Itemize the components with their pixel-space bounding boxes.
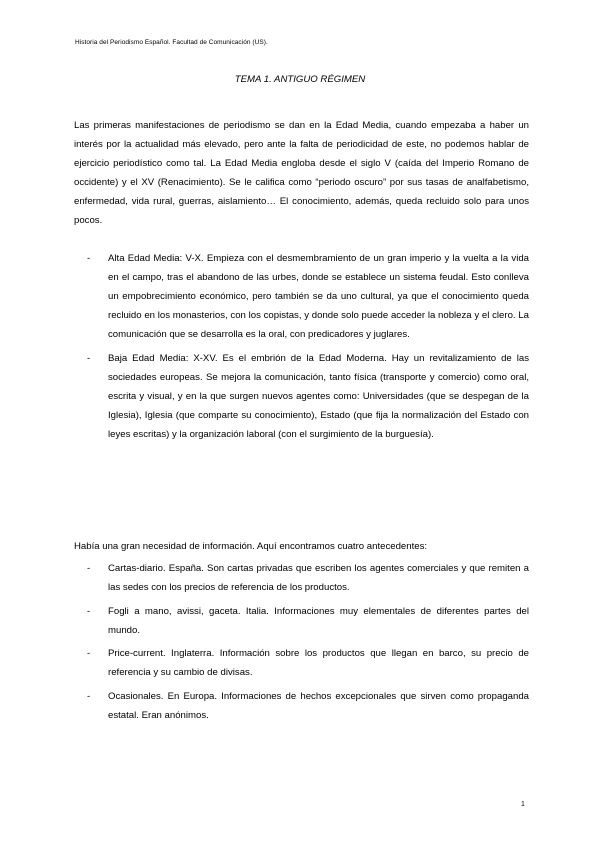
page-number: 1 bbox=[521, 801, 525, 808]
list-bullet: - bbox=[87, 648, 91, 660]
document-title: TEMA 1. ANTIGUO RÉGIMEN bbox=[234, 74, 366, 85]
list-item-text: Price-current. Inglaterra. Información sobre los productos que llegan en barco, su precio de referencia y su cambio de divisas. bbox=[108, 648, 529, 679]
list-bullet: - bbox=[87, 691, 91, 703]
list-item bbox=[74, 644, 529, 682]
intro-paragraph-block bbox=[74, 116, 529, 231]
antecedents-intro: Había una gran necesidad de información. Aquí encontramos cuatro antecedentes: bbox=[74, 541, 428, 552]
list-item bbox=[74, 602, 529, 640]
list-item-text: Cartas-diario. España. Son cartas privadas que escriben los agentes comerciales y que remiten a las sedes con los precios de referencia de los productos. bbox=[108, 563, 529, 594]
list-item bbox=[74, 559, 529, 597]
list-item-text: Baja Edad Media: X-XV. Es el embrión de la Edad Moderna. Hay un revitalizamiento de las sociedades europeas. Se mejora la comunicación, tanto física (transporte y comercio) como oral, escrita y visual, y en la que surgen nuevos agentes como: Universidades (que se despegan de la Iglesia), Iglesia (que comparte su conocimiento), Estado (que fija la normalización del Estado con leyes escritas) y la organización laboral (con el surgimiento de la burguesía). bbox=[108, 352, 529, 441]
antecedents-intro-block bbox=[74, 537, 529, 556]
list-item-text: Ocasionales. En Europa. Informaciones de hechos excepcionales que sirven como propaganda estatal. Eran anónimos. bbox=[108, 691, 529, 722]
list-item bbox=[74, 349, 529, 444]
page-header: Historia del Periodismo Español. Facultad de Comunicación (US). bbox=[75, 39, 268, 46]
intro-paragraph: Las primeras manifestaciones de periodismo se dan en la Edad Media, cuando empezaba a haber un interés por la actualidad más elevado, pero ante la falta de periodicidad de este, no podemos hablar de ejercicio periodístico como tal. La Edad Media engloba desde el siglo V (caída del Imperio Romano de occidente) y el XV (Renacimiento). Se le califica como “periodo oscuro” por sus tasas de analfabetismo, enfermedad, vida rural, guerras, aislamiento… El conocimiento, además, queda recluido solo para unos pocos. bbox=[74, 120, 529, 227]
antecedents-list bbox=[74, 559, 529, 730]
list-item-text: Alta Edad Media: V-X. Empieza con el desmembramiento de un gran imperio y la vuelta a la vida en el campo, tras el abandono de las urbes, donde se establece un sistema feudal. Esto conlleva un empobrecimiento económico, pero también se da uno cultural, ya que el conocimiento queda recluido en los monasterios, con los copistas, y donde solo puede acceder la nobleza y el clero. La comunicación que se desarrolla es la oral, con predicadores y juglares. bbox=[108, 253, 529, 341]
list-bullet: - bbox=[87, 605, 91, 617]
list-bullet: - bbox=[87, 253, 91, 264]
list-item-text: Fogli a mano, avissi, gaceta. Italia. Informaciones muy elementales de diferentes partes del mundo. bbox=[108, 605, 529, 636]
list-item bbox=[74, 687, 529, 725]
list-bullet: - bbox=[87, 563, 91, 574]
list-item bbox=[74, 249, 529, 344]
middle-ages-list bbox=[74, 249, 529, 449]
list-bullet: - bbox=[87, 352, 91, 364]
